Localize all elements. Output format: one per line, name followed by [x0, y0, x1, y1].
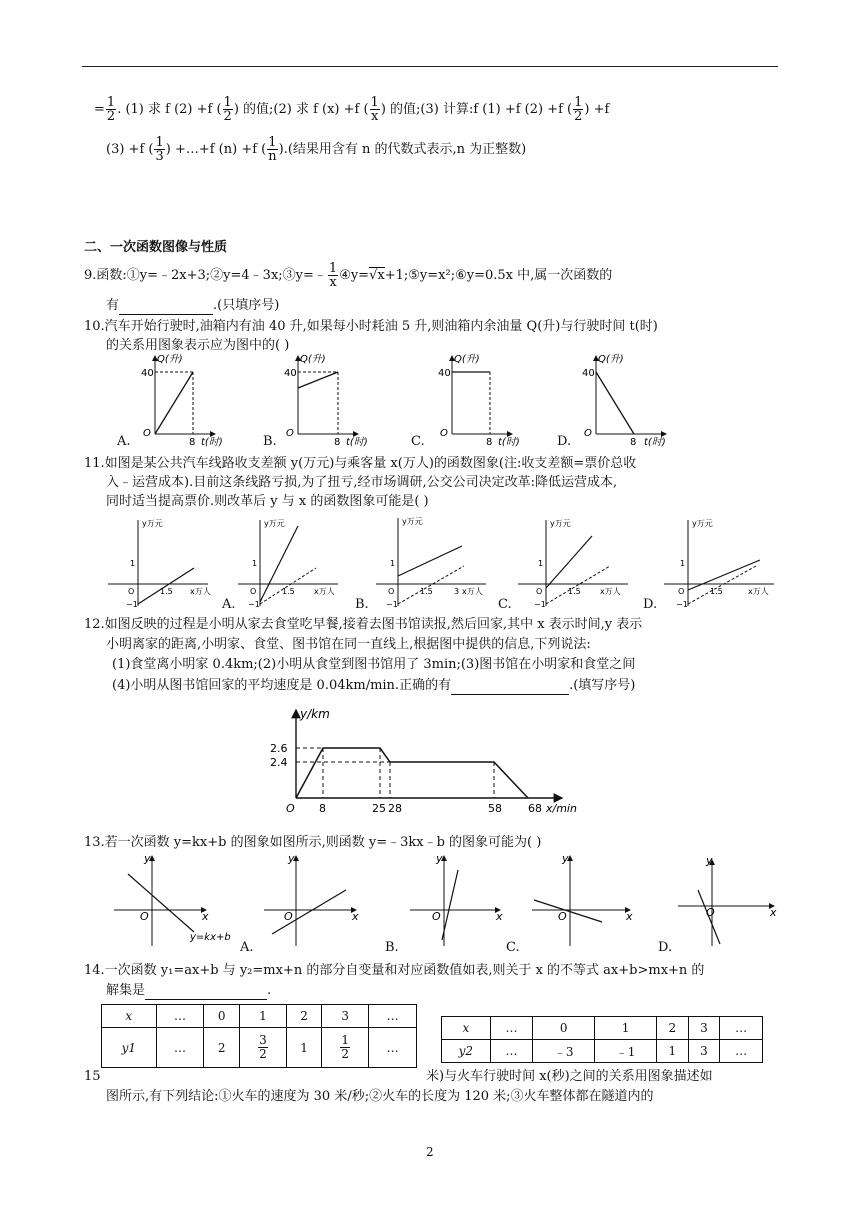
fraction: $\frac{3}{2}$ — [259, 1033, 267, 1061]
svg-text:y: y — [436, 852, 443, 865]
svg-text:x/min: x/min — [546, 802, 577, 815]
table-cell: 3 — [322, 1005, 369, 1028]
q12-line-1: 12.如图反映的过程是小明从家去食堂吃早餐,接着去图书馆读报,然后回家,其中 x 表示时间,y 表示 — [84, 617, 643, 632]
svg-text:1: 1 — [538, 559, 544, 568]
svg-text:8: 8 — [334, 437, 341, 448]
q10-option-c[interactable]: C. — [411, 434, 425, 449]
q13-option-a[interactable]: A. — [240, 940, 254, 955]
svg-text:Q(升): Q(升) — [454, 354, 480, 365]
q12-chart — [266, 704, 596, 822]
svg-text:y万元: y万元 — [264, 519, 285, 528]
svg-text:O: O — [706, 906, 715, 919]
q14-line-1: 14.一次函数 y₁=ax+b 与 y₂=mx+n 的部分自变量和对应函数值如表,则关于 x 的不等式 ax+b>mx+n 的 — [84, 963, 705, 978]
q15-number: 15 — [84, 1069, 101, 1084]
svg-text:25: 25 — [372, 802, 386, 815]
svg-text:1.5: 1.5 — [420, 587, 433, 596]
svg-text:y=kx+b: y=kx+b — [190, 932, 231, 943]
table-cell: 2 — [286, 1005, 322, 1028]
svg-text:y万元: y万元 — [402, 517, 423, 526]
table-cell: 0 — [533, 1017, 595, 1040]
svg-text:2.6: 2.6 — [270, 742, 288, 755]
q13-graph-c — [532, 852, 633, 946]
q13-graph-original — [114, 852, 231, 946]
svg-text:t(时): t(时) — [201, 437, 223, 448]
table-cell: ﹣3 — [533, 1040, 595, 1063]
table-cell: y1 — [102, 1028, 157, 1068]
svg-text:1.5: 1.5 — [568, 587, 581, 596]
q10-graph-a — [141, 353, 223, 448]
svg-text:y/km: y/km — [300, 707, 330, 721]
table-cell: 1 — [239, 1005, 286, 1028]
svg-text:y: y — [288, 852, 295, 865]
q11-option-d[interactable]: D. — [643, 597, 658, 612]
q12-line-4: (4)小明从图书馆回家的平均速度是 0.04km/min.正确的有 .(填写序号) — [112, 678, 636, 693]
svg-text:y万元: y万元 — [692, 519, 713, 528]
q9-line-2: 有 .(只填序号) — [106, 298, 280, 313]
table-cell: 3 — [688, 1017, 720, 1040]
table-cell: 2 — [656, 1017, 688, 1040]
svg-text:O: O — [128, 587, 135, 596]
svg-text:1.5: 1.5 — [160, 587, 173, 596]
svg-text:y: y — [144, 852, 151, 865]
svg-text:−1: −1 — [676, 600, 688, 609]
svg-text:−1: −1 — [386, 600, 398, 609]
svg-text:O: O — [286, 802, 295, 815]
q9-line-1: 9.函数:①y=﹣2x+3;②y=4﹣3x;③y=﹣ $\frac{1}{x}$ ④y=√x+1;⑤y=x²;⑥y=0.5x 中,属一次函数的 — [84, 261, 613, 290]
svg-text:1: 1 — [130, 559, 136, 568]
q12-line-3: (1)食堂离小明家 0.4km;(2)小明从食堂到图书馆用了 3min;(3)图书馆在小明家和食堂之间 — [112, 657, 636, 672]
q14-table-2 — [441, 1016, 763, 1063]
q13-option-c[interactable]: C. — [506, 940, 520, 955]
svg-text:O: O — [143, 428, 151, 439]
svg-text:y: y — [562, 852, 569, 865]
svg-text:x: x — [626, 910, 633, 923]
table-cell — [322, 1028, 369, 1068]
svg-text:1: 1 — [252, 559, 258, 568]
svg-text:x万人: x万人 — [190, 587, 211, 596]
svg-text:O: O — [536, 587, 543, 596]
q11-option-c[interactable]: C. — [498, 597, 512, 612]
svg-text:x: x — [202, 910, 209, 923]
svg-text:Q(升): Q(升) — [300, 354, 326, 365]
q10-graph-d — [582, 353, 666, 448]
svg-text:−1: −1 — [534, 600, 546, 609]
table-row — [102, 1028, 417, 1068]
q10-line-1: 10.汽车开始行驶时,油箱内有油 40 升,如果每小时耗油 5 升,则油箱内余油量 Q(升)与行驶时间 t(时) — [84, 319, 658, 334]
svg-text:y万元: y万元 — [550, 519, 571, 528]
svg-text:−1: −1 — [248, 600, 260, 609]
svg-text:3: 3 — [454, 587, 460, 596]
q14-line-2: 解集是 . — [106, 983, 272, 998]
p8-line-1: = $\frac{1}{2}$ . (1) 求 f (2) +f ( $\frac{1}{2}$ ) 的值;(2) 求 f (x) +f ( $\frac{1}{x}$ ) 的值;(3) 计算:f (1) +f (2) +f ( $\frac{1}{2}$ ) +f — [94, 95, 610, 124]
svg-text:O: O — [584, 428, 592, 439]
q10-option-a[interactable]: A. — [117, 434, 131, 449]
svg-text:1.5: 1.5 — [710, 587, 723, 596]
q11-graph-b — [376, 517, 486, 609]
table-row — [442, 1040, 763, 1063]
svg-text:y: y — [706, 854, 713, 867]
q12-line-2: 小明离家的距离,小明家、食堂、图书馆在同一直线上,根据图中提供的信息,下列说法: — [106, 637, 591, 652]
table-row — [442, 1017, 763, 1040]
svg-text:O: O — [678, 587, 685, 596]
q11-graph-c — [518, 519, 628, 609]
svg-text:1: 1 — [390, 559, 396, 568]
p8-line-2: (3) +f ( $\frac{1}{3}$ ) +…+f (n) +f ( $\frac{1}{n}$ ).(结果用含有 n 的代数式表示,n 为正整数) — [106, 135, 527, 164]
q11-graph-a — [238, 519, 338, 609]
svg-text:1: 1 — [680, 559, 686, 568]
svg-text:40: 40 — [582, 368, 595, 379]
q13-graph-a — [264, 852, 359, 946]
q13-option-d[interactable]: D. — [658, 940, 673, 955]
svg-text:x: x — [770, 906, 777, 919]
svg-text:x万人: x万人 — [462, 587, 483, 596]
svg-text:x: x — [496, 910, 503, 923]
q13-graph-d — [678, 854, 777, 946]
table-cell: x — [442, 1017, 491, 1040]
q11-option-a[interactable]: A. — [222, 597, 236, 612]
table-cell: x — [102, 1005, 157, 1028]
q10-option-b[interactable]: B. — [263, 434, 277, 449]
table-cell — [239, 1028, 286, 1068]
table-cell: … — [720, 1017, 763, 1040]
table-cell: … — [369, 1005, 417, 1028]
page-number: 2 — [426, 1145, 434, 1159]
q13-option-b[interactable]: B. — [385, 940, 399, 955]
svg-text:O: O — [432, 910, 441, 923]
q13-graphs — [110, 850, 790, 946]
q11-line-3: 同时适当提高票价.则改革后 y 与 x 的函数图象可能是( ) — [106, 494, 429, 509]
svg-text:40: 40 — [141, 368, 154, 379]
svg-text:40: 40 — [284, 368, 297, 379]
svg-text:8: 8 — [486, 437, 493, 448]
svg-text:8: 8 — [189, 437, 196, 448]
table-cell: … — [156, 1028, 204, 1068]
q11-graphs — [108, 514, 788, 610]
svg-text:O: O — [250, 587, 257, 596]
table-cell: … — [490, 1017, 533, 1040]
svg-text:t(时): t(时) — [346, 437, 368, 448]
svg-text:Q(升): Q(升) — [598, 354, 624, 365]
q10-option-d[interactable]: D. — [557, 434, 572, 449]
q11-graph-d — [664, 519, 774, 609]
svg-text:40: 40 — [438, 368, 451, 379]
svg-text:O: O — [440, 428, 448, 439]
header-rule — [82, 66, 778, 67]
svg-text:58: 58 — [488, 802, 502, 815]
q10-graph-b — [284, 353, 368, 448]
svg-text:t(时): t(时) — [498, 437, 520, 448]
table-cell: 1 — [656, 1040, 688, 1063]
section-title: 二、一次函数图像与性质 — [84, 240, 228, 255]
q11-line-1: 11.如图是某公共汽车线路收支差额 y(万元)与乘客量 x(万人)的函数图象(注:收支差额=票价总收 — [84, 456, 637, 471]
table-cell: y2 — [442, 1040, 491, 1063]
svg-text:1.5: 1.5 — [282, 587, 295, 596]
svg-text:O: O — [558, 910, 567, 923]
svg-text:28: 28 — [388, 802, 402, 815]
q11-option-b[interactable]: B. — [355, 597, 369, 612]
fraction: $\frac{1}{2}$ — [341, 1033, 350, 1061]
svg-text:2.4: 2.4 — [270, 756, 288, 769]
q11-line-2: 入﹣运营成本).目前这条线路亏损,为了扭亏,经市场调研,公交公司决定改革:降低运营成本, — [106, 475, 618, 490]
svg-text:x万人: x万人 — [314, 587, 335, 596]
svg-text:O: O — [140, 910, 149, 923]
svg-text:8: 8 — [630, 437, 637, 448]
table-cell: 0 — [204, 1005, 240, 1028]
table-cell: 3 — [688, 1040, 720, 1063]
svg-text:x万人: x万人 — [748, 587, 769, 596]
table-cell: 2 — [204, 1028, 240, 1068]
table-cell: … — [156, 1005, 204, 1028]
q15-line-2: 图所示,有下列结论:①火车的速度为 30 米/秒;②火车的长度为 120 米;③火车整体都在隧道内的 — [106, 1089, 654, 1104]
table-cell: ﹣1 — [595, 1040, 657, 1063]
q14-table-1 — [101, 1004, 417, 1068]
svg-text:Q(升): Q(升) — [157, 354, 183, 365]
q13-line-1: 13.若一次函数 y=kx+b 的图象如图所示,则函数 y=﹣3kx﹣b 的图象可能为( ) — [84, 835, 542, 850]
table-cell: … — [369, 1028, 417, 1068]
svg-text:x: x — [352, 910, 359, 923]
table-cell: … — [490, 1040, 533, 1063]
svg-text:t(时): t(时) — [644, 437, 666, 448]
svg-text:8: 8 — [319, 802, 326, 815]
table-cell: 1 — [595, 1017, 657, 1040]
q13-graph-b — [410, 852, 503, 946]
q11-graph-original — [108, 519, 211, 609]
table-cell: 1 — [286, 1028, 322, 1068]
svg-text:O: O — [388, 587, 395, 596]
q10-graph-c — [438, 353, 520, 448]
table-cell: … — [720, 1040, 763, 1063]
q10-line-2: 的关系用图象表示应为图中的( ) — [106, 338, 290, 353]
table-row — [102, 1005, 417, 1028]
svg-text:−1: −1 — [126, 600, 138, 609]
svg-text:68: 68 — [528, 802, 542, 815]
svg-text:O: O — [286, 428, 294, 439]
svg-text:x万人: x万人 — [600, 587, 621, 596]
q10-graphs — [110, 352, 710, 448]
svg-text:y万元: y万元 — [142, 519, 163, 528]
q15-line-1: 米)与火车行驶时间 x(秒)之间的关系用图象描述如 — [426, 1069, 713, 1084]
svg-text:O: O — [284, 910, 293, 923]
